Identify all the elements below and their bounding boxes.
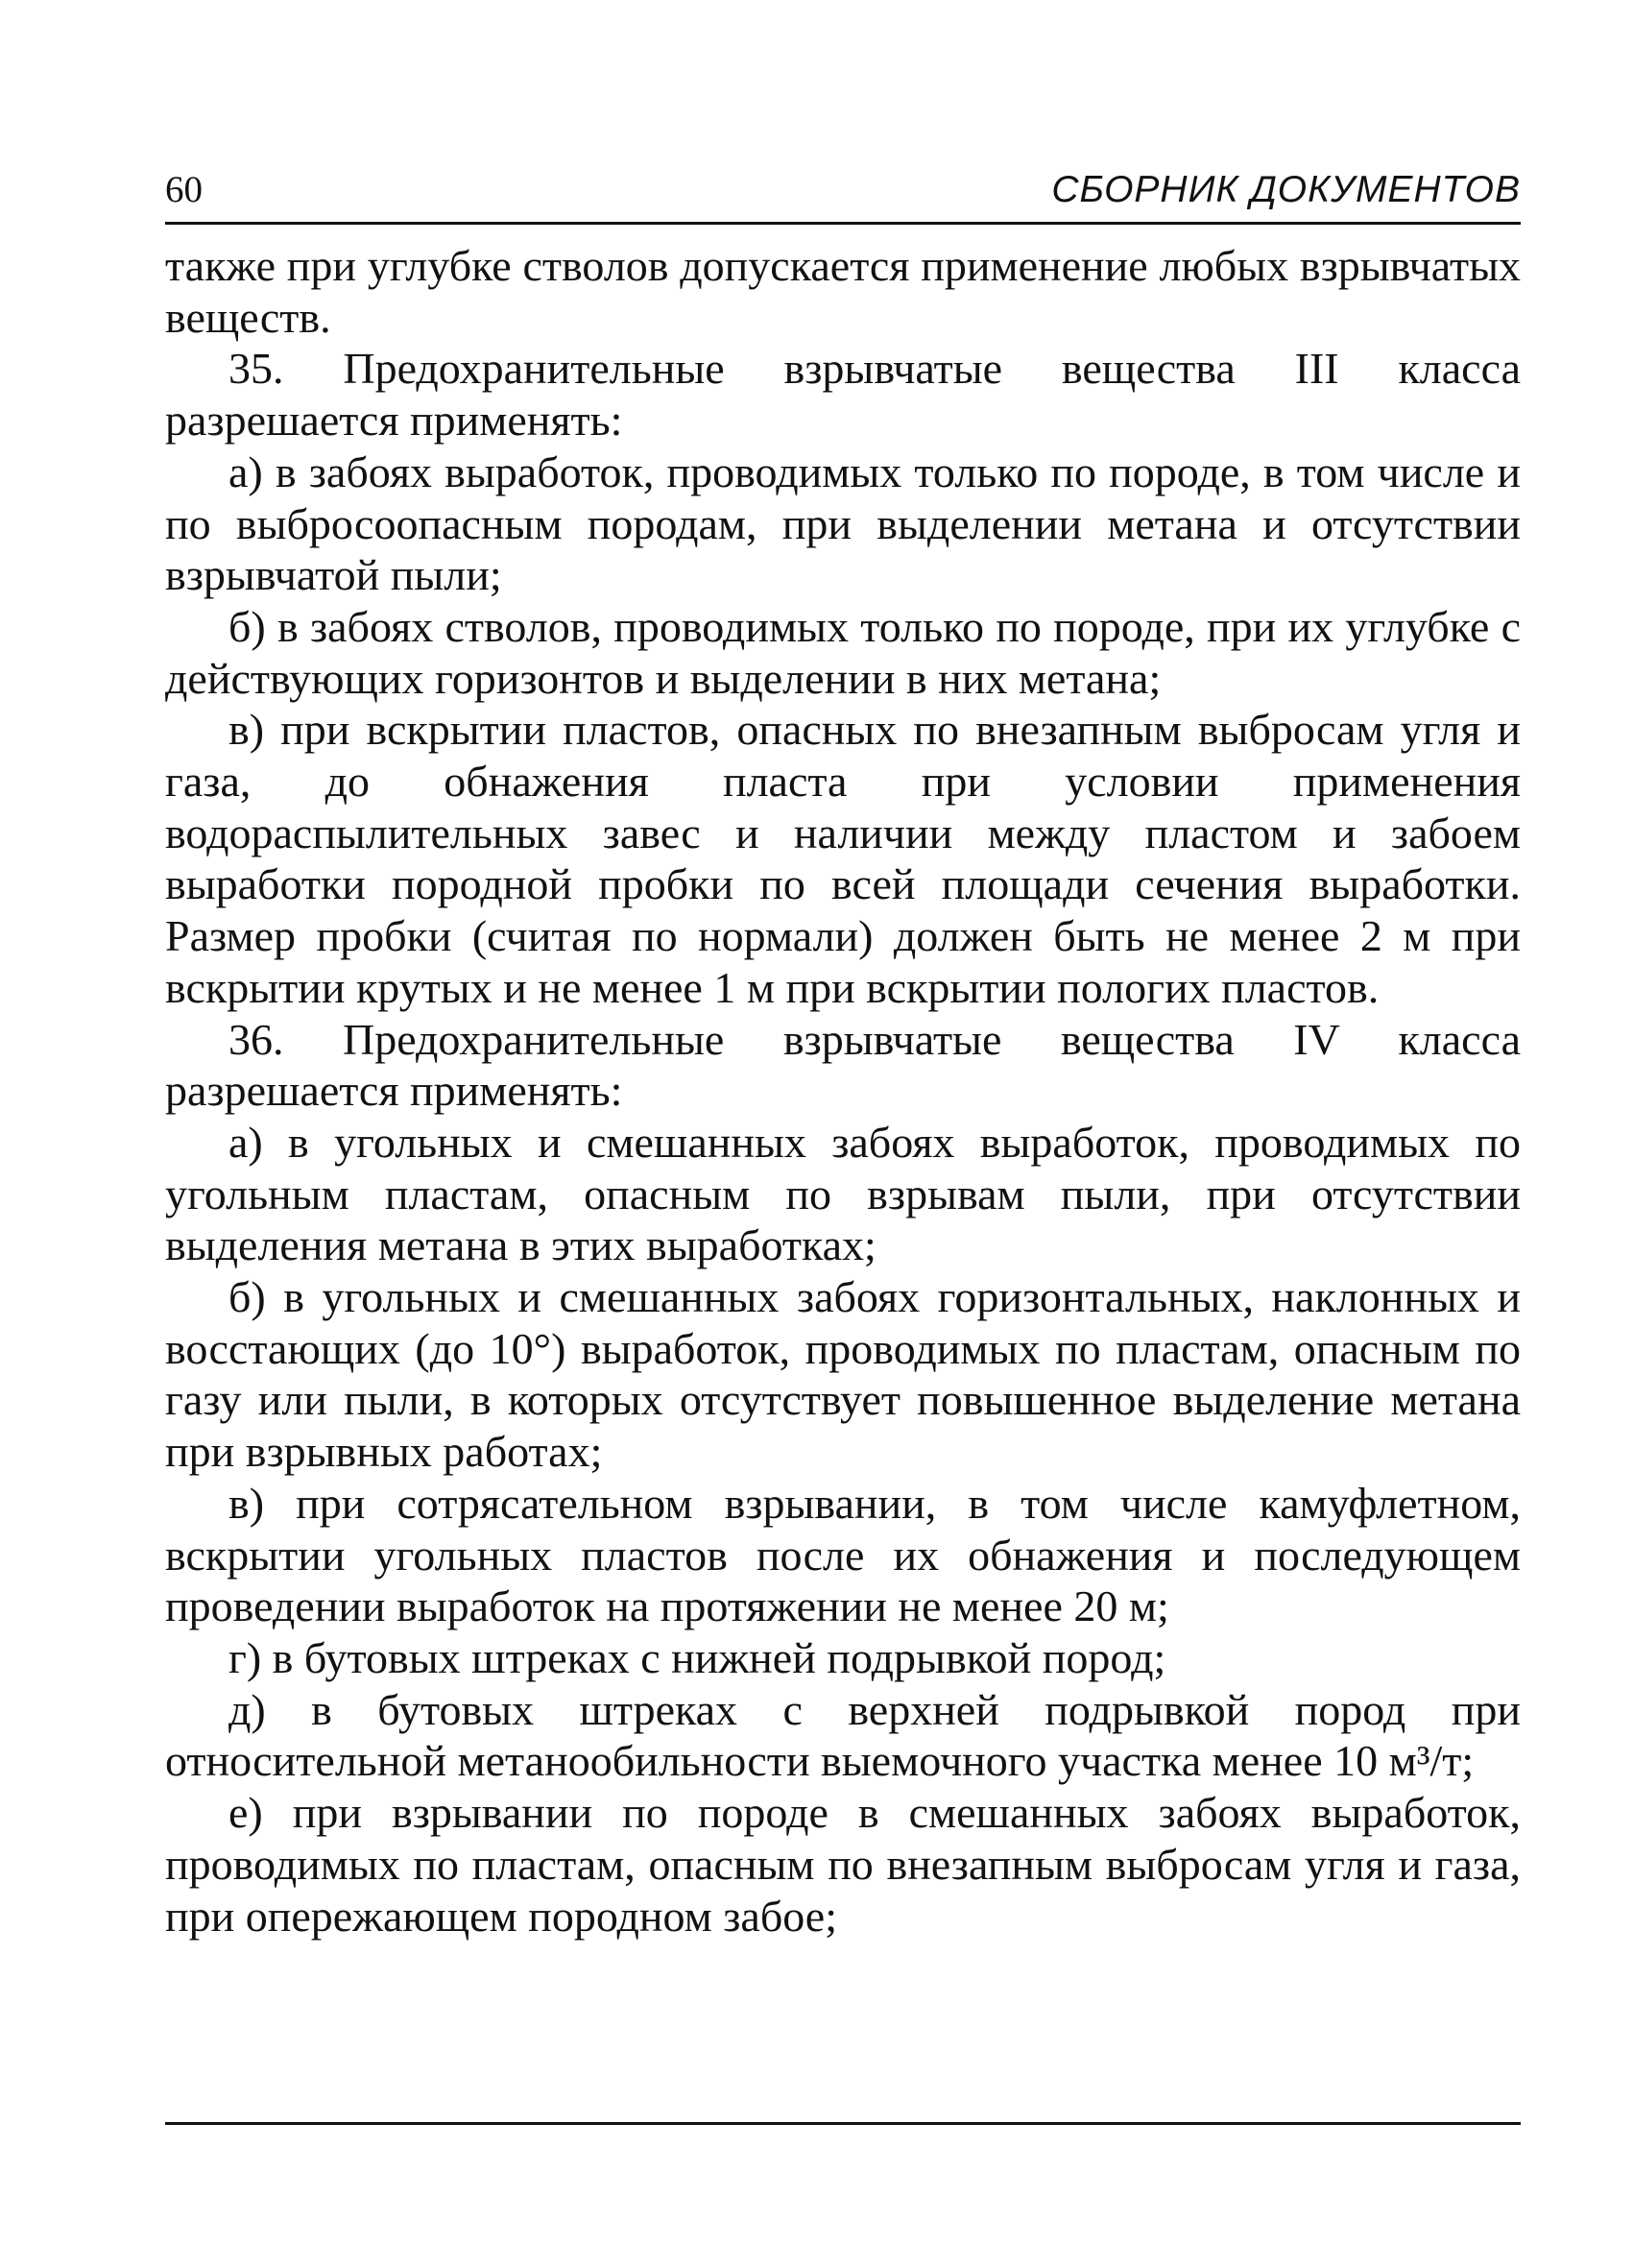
paragraph-clause-36-v: в) при сотрясательном взрывании, в том числе камуфлетном, вскрытии угольных пластов после их обнажения и последующем проведении выработок на протяжении не менее 20 м; (165, 1478, 1521, 1631)
page-header (165, 161, 1521, 225)
paragraph-continuation: также при углубке стволов допускается применение любых взрывчатых веществ. (165, 241, 1521, 342)
footer-divider (165, 2122, 1521, 2125)
header-divider (165, 222, 1521, 225)
paragraph-clause-36-b: б) в угольных и смешанных забоях горизонтальных, наклонных и восстающих (до 10°) выработок, проводимых по пластам, опасным по газу или пыли, в которых отсутствует повышенное выделение метана при взрывных работах; (165, 1272, 1521, 1477)
paragraph-clause-35: 35. Предохранительные взрывчатые вещества III класса разрешается применять: (165, 344, 1521, 446)
paragraph-clause-36-g: г) в бутовых штреках с нижней подрывкой пород; (228, 1632, 1166, 1682)
body-text (165, 240, 1521, 1942)
paragraph-clause-36: 36. Предохранительные взрывчатые вещества IV класса разрешается применять: (165, 1014, 1521, 1116)
paragraph-clause-35-a: а) в забоях выработок, проводимых только по породе, в том числе и по выбросоопасным породам, при выделении метана и отсутствии взрывчатой пыли; (165, 446, 1521, 600)
page-number: 60 (165, 169, 203, 210)
paragraph-clause-36-d: д) в бутовых штреках с верхней подрывкой пород при относительной метанообильности выемочного участка менее 10 м³/т; (165, 1684, 1521, 1786)
paragraph-clause-36-e: е) при взрывании по породе в смешанных забоях выработок, проводимых по пластам, опасным по внезапным выбросам угля и газа, при опережающем породном забое; (165, 1788, 1521, 1941)
paragraph-clause-36-a: а) в угольных и смешанных забоях выработок, проводимых по угольным пластам, опасным по взрывам пыли, при отсутствии выделения метана в этих выработках; (165, 1117, 1521, 1270)
paragraph-clause-35-v: в) при вскрытии пластов, опасных по внезапным выбросам угля и газа, до обнажения пласта при условии применения водораспылительных завес и наличии между пластом и забоем выработки породной пробки по всей площади сечения выработки. Размер пробки (считая по нормали) должен быть не менее 2 м при вскрытии крутых и не менее 1 м при вскрытии пологих пластов. (165, 705, 1521, 1012)
paragraph-clause-35-b: б) в забоях стволов, проводимых только по породе, при их углубке с действующих горизонтов и выделении в них метана; (165, 601, 1521, 703)
running-title: СБОРНИК ДОКУМЕНТОВ (1051, 169, 1521, 210)
